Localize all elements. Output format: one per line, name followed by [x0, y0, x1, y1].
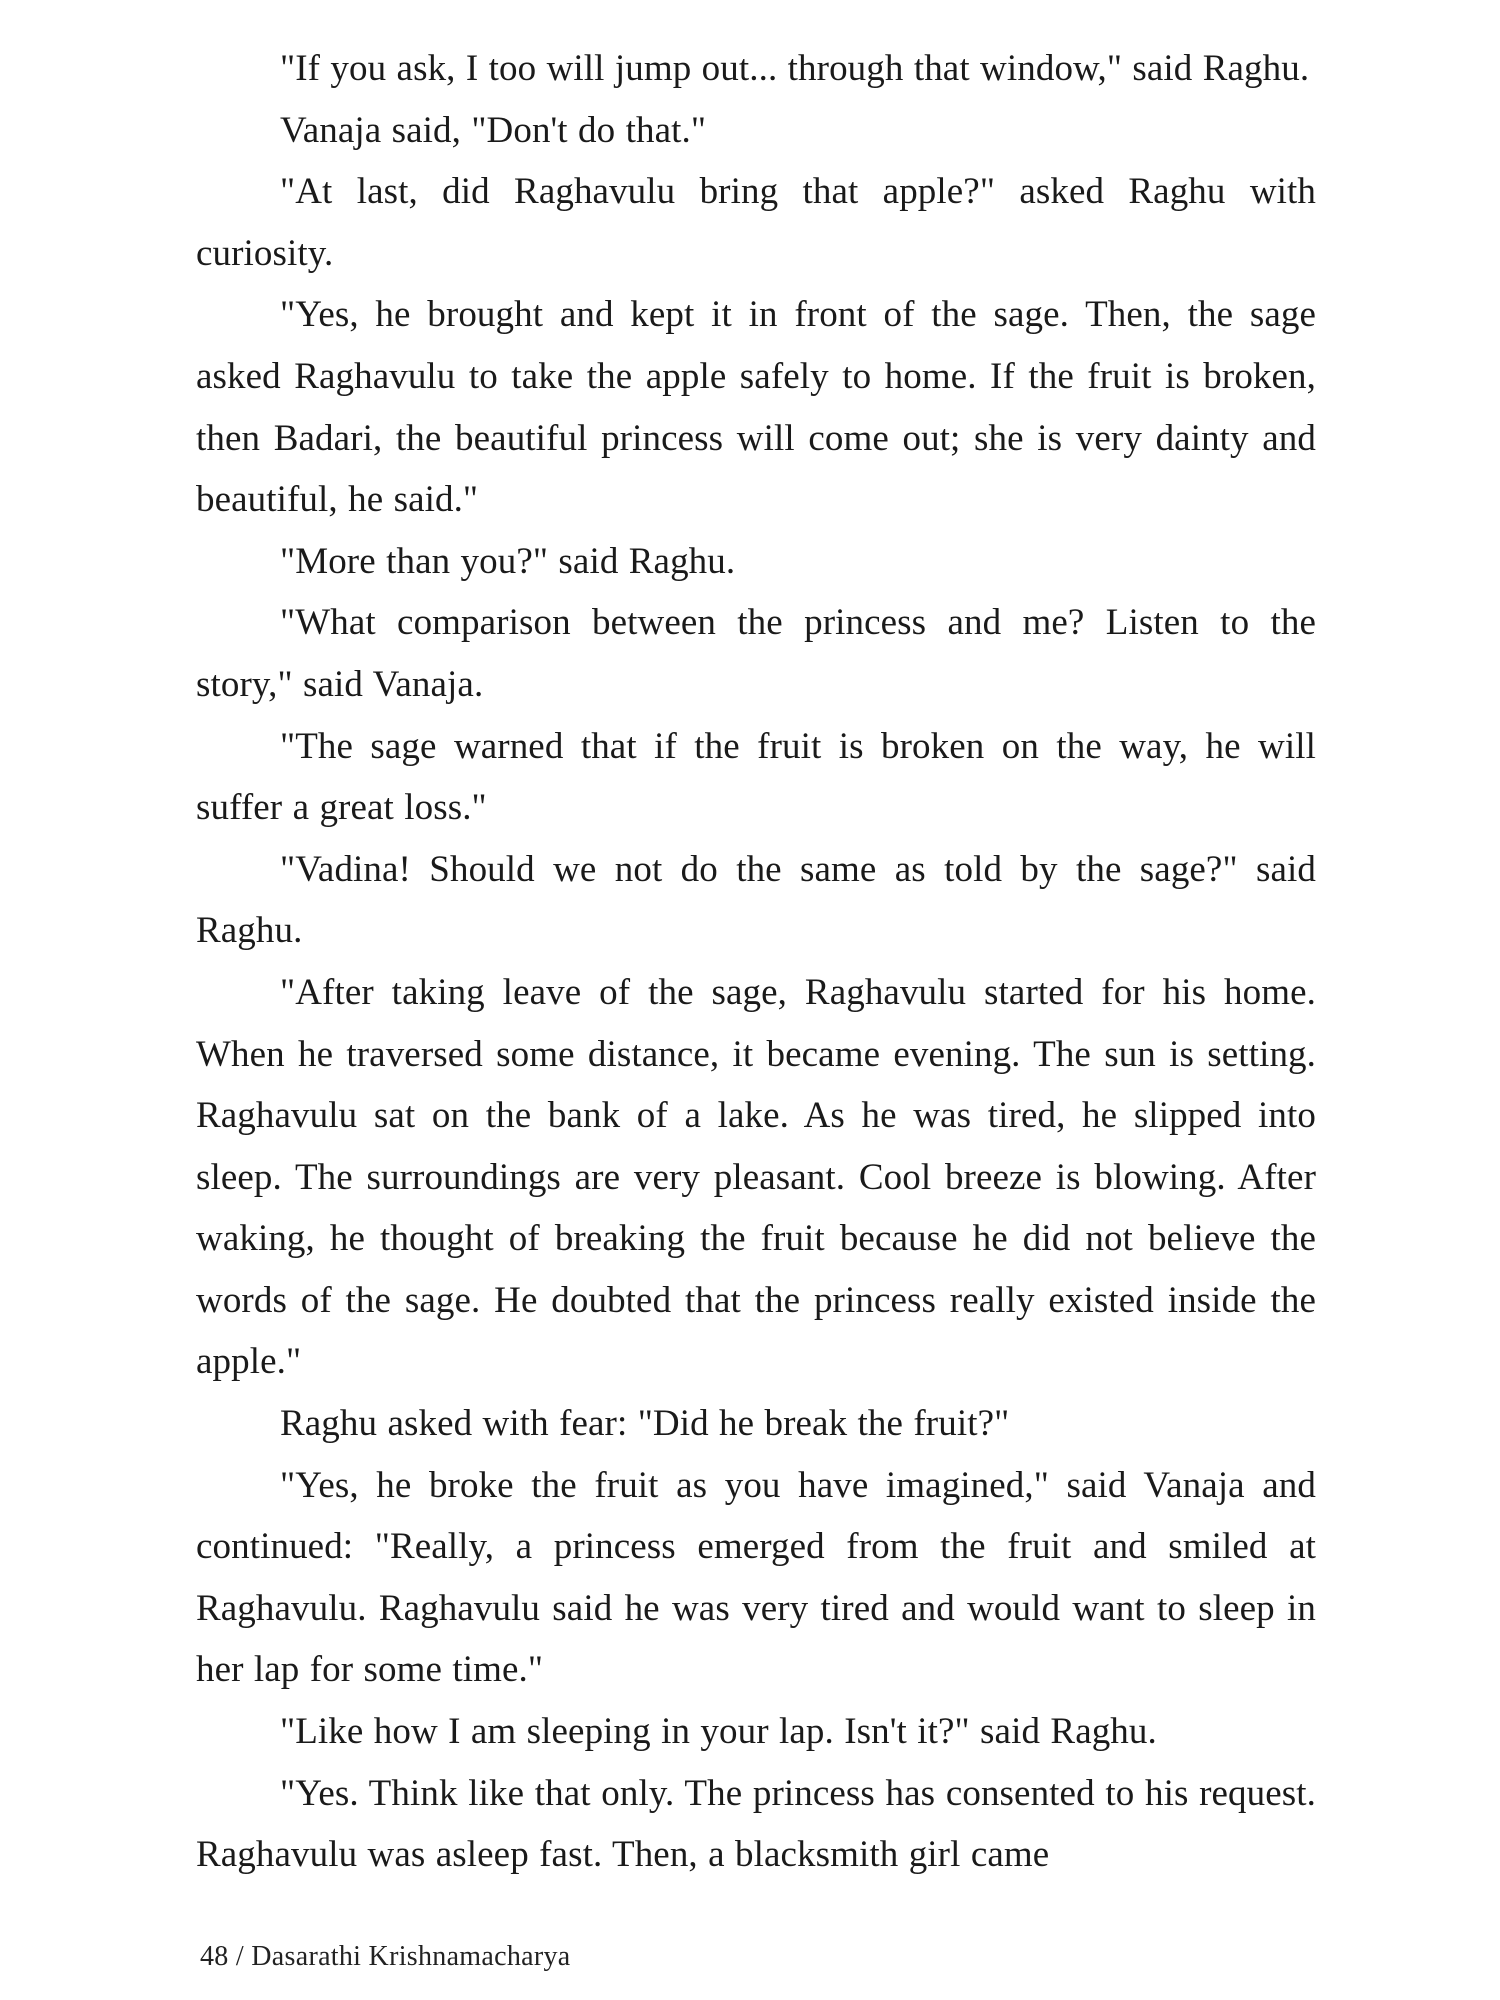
paragraph-2: Vanaja said, "Don't do that." [280, 109, 707, 151]
paragraph-11: "Yes, he broke the fruit as you have imagined," said Vanaja and continued: "Really, a princess emerged from the fruit and smiled at Raghavulu. Raghavulu said he was very tired and would want to sleep in her lap for some time." [196, 1464, 1316, 1691]
paragraph-7: "The sage warned that if the fruit is broken on the way, he will suffer a great loss." [196, 725, 1316, 829]
paragraph-3: "At last, did Raghavulu bring that apple?" asked Raghu with curiosity. [196, 171, 1316, 274]
paragraph-6: "What comparison between the princess and me? Listen to the story," said Vanaja. [196, 602, 1316, 705]
paragraph-4: "Yes, he brought and kept it in front of the sage. Then, the sage asked Raghavulu to take the apple safely to home. If the fruit is broken, then Badari, the beautiful princess will come out; she is very dainty and beautiful, he said." [196, 294, 1316, 521]
paragraph-10: Raghu asked with fear: "Did he break the fruit?" [280, 1403, 1010, 1445]
paragraph-9: "After taking leave of the sage, Raghavulu started for his home. When he traversed some distance, it became evening. The sun is setting. Raghavulu sat on the bank of a lake. As he was tired, he slipped into sleep. The surroundings are very pleasant. Cool breeze is blowing. After waking, he thought of breaking the fruit because he did not believe the words of the sage. He doubted that the princess really existed inside the apple." [196, 971, 1316, 1383]
page-footer: 48 / Dasarathi Krishnamacharya [200, 1941, 571, 1972]
paragraph-5: "More than you?" said Raghu. [280, 540, 736, 582]
paragraph-1: "If you ask, I too will jump out... through that window," said Raghu. [280, 48, 1310, 89]
paragraph-12: "Like how I am sleeping in your lap. Isn't it?" said Raghu. [280, 1711, 1157, 1753]
paragraph-8: "Vadina! Should we not do the same as told by the sage?" said Raghu. [196, 848, 1316, 952]
book-page-text [196, 38, 1316, 1886]
paragraph-13: "Yes. Think like that only. The princess has consented to his request. Raghavulu was asleep fast. Then, a blacksmith girl came [196, 1772, 1316, 1876]
